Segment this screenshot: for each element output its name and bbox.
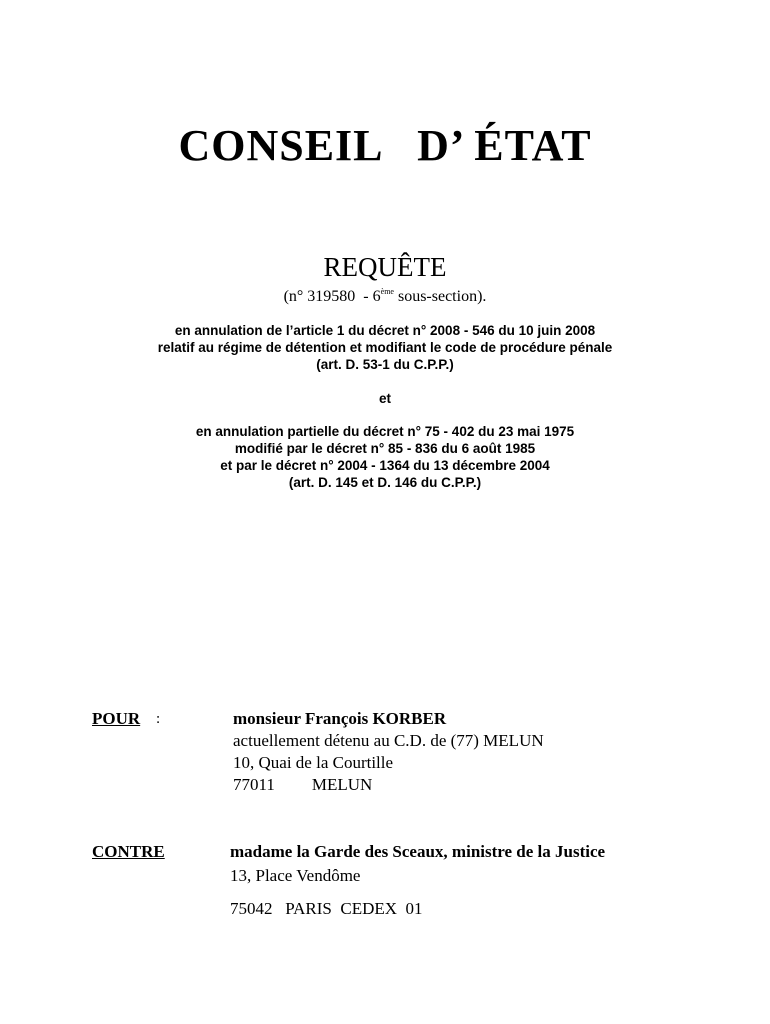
- pour-city: MELUN: [311, 775, 373, 794]
- object-1-line-2: relatif au régime de détention et modifiant le code de procédure pénale: [157, 340, 613, 355]
- connector-et: et: [378, 391, 391, 406]
- pour-colon: :: [156, 711, 161, 727]
- pour-party: [233, 708, 544, 796]
- case-number-prefix: (n° 319580 - 6: [283, 288, 381, 305]
- contre-name: madame la Garde des Sceaux, ministre de la Justice: [230, 842, 606, 861]
- object-2-line-4: (art. D. 145 et D. 146 du C.P.P.): [288, 475, 482, 490]
- requete-heading: REQUÊTE: [323, 252, 447, 282]
- document-title: CONSEIL D’ ÉTAT: [178, 121, 592, 170]
- object-1-line-3: (art. D. 53-1 du C.P.P.): [316, 357, 454, 372]
- pour-address-line-2: 10, Quai de la Courtille: [233, 753, 394, 772]
- pour-postal-code: 77011: [233, 775, 275, 794]
- pour-address-line-1: actuellement détenu au C.D. de (77) MELUN: [233, 731, 544, 750]
- object-block-2: [0, 423, 770, 491]
- object-1-line-1: en annulation de l’article 1 du décret n° 2008 - 546 du 10 juin 2008: [174, 323, 596, 338]
- object-block-1: [0, 322, 770, 373]
- contre-address-line-2: 75042 PARIS CEDEX 01: [230, 899, 423, 918]
- pour-label: POUR: [92, 709, 141, 728]
- case-number-superscript: ème: [380, 287, 394, 296]
- case-number-suffix: sous-section).: [393, 288, 487, 305]
- contre-party: [230, 841, 605, 920]
- object-2-line-3: et par le décret n° 2004 - 1364 du 13 décembre 2004: [220, 458, 550, 473]
- contre-address-line-1: 13, Place Vendôme: [230, 866, 361, 885]
- object-2-line-1: en annulation partielle du décret n° 75 - 402 du 23 mai 1975: [195, 424, 575, 439]
- contre-label: CONTRE: [92, 842, 165, 861]
- case-number: [0, 287, 770, 306]
- object-2-line-2: modifié par le décret n° 85 - 836 du 6 août 1985: [234, 441, 536, 456]
- pour-name: monsieur François KORBER: [233, 709, 447, 728]
- pour-address-line-3: [233, 774, 544, 796]
